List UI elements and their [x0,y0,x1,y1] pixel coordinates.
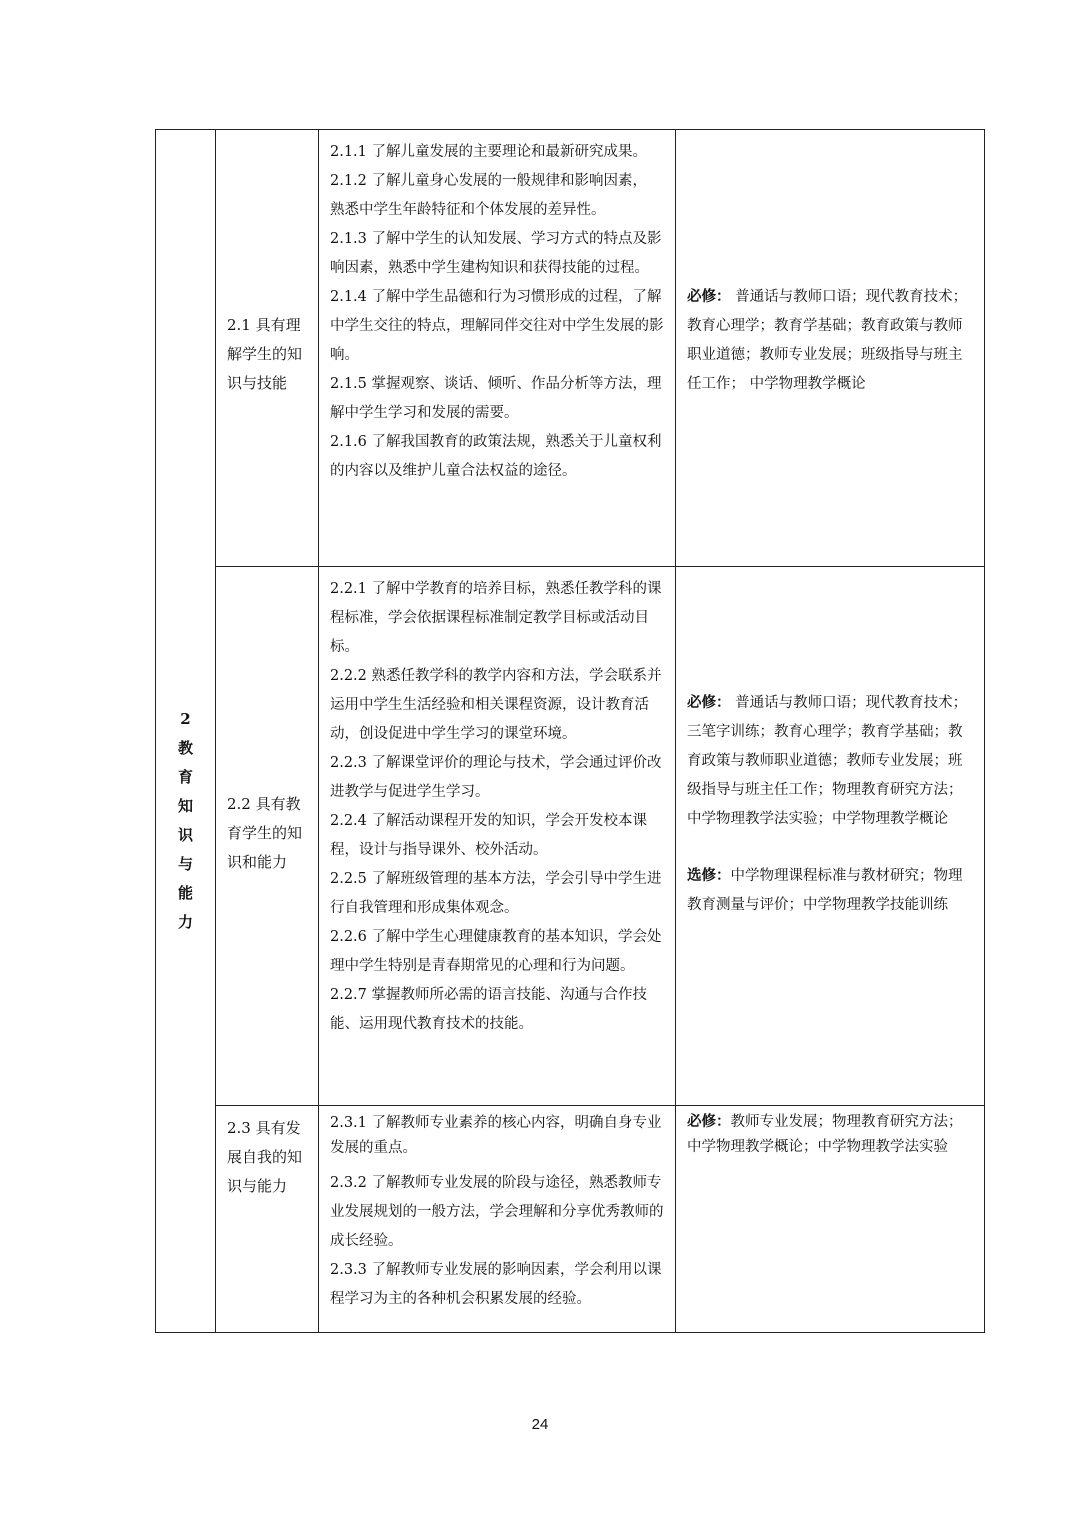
category-char: 教 [177,739,193,757]
subcategory-label: 2.3 具有发展自我的知识与能力 [227,1119,303,1195]
courses-cell [676,130,985,567]
required-course-list: 教师专业发展；物理教育研究方法；中学物理教学概论；中学物理教学法实验 [687,1114,963,1155]
standards-cell [319,130,676,567]
required-courses [687,688,974,834]
category-char: 识 [177,826,193,844]
category-char: 与 [177,855,193,873]
standard-item: 2.1.3 了解中学生的认知发展、学习方式的特点及影响因素，熟悉中学生建构知识和获得技能的过程。 [330,231,662,276]
standard-item: 2.2.1 了解中学教育的培养目标，熟悉任教学科的课程标准，学会依据课程标准制定教学目标或活动目标。 [330,581,662,655]
category-cell [156,130,216,1333]
subcategory-cell [216,567,319,1106]
required-courses [687,282,974,399]
standard-item: 2.3.1 了解教师专业素养的核心内容，明确自身专业发展的重点。 [330,1115,662,1156]
standards-cell [319,567,676,1106]
curriculum-table [155,129,985,1333]
required-label: 必修： [687,694,731,711]
table-row [156,567,985,1106]
standard-item: 2.2.4 了解活动课程开发的知识，学会开发校本课程，设计与指导课外、校外活动。 [330,813,648,858]
standard-item: 2.1.6 了解我国教育的政策法规，熟悉关于儿童权利的内容以及维护儿童合法权益的途径。 [330,434,662,479]
category-char: 育 [177,768,193,786]
subcategory-cell [216,130,319,567]
standard-item: 2.1.4 了解中学生品德和行为习惯形成的过程，了解中学生交往的特点，理解同伴交往对中学生发展的影响。 [330,289,664,363]
elective-label: 选修： [687,867,731,884]
standard-item: 2.2.5 了解班级管理的基本方法，学会引导中学生进行自我管理和形成集体观念。 [330,871,662,916]
standards-cell [319,1106,676,1333]
required-course-list: 普通话与教师口语；现代教育技术；教育心理学；教育学基础；教育政策与教师职业道德；教师专业发展；班级指导与班主任工作； 中学物理教学概论 [687,289,968,392]
standard-item: 2.3.2 了解教师专业发展的阶段与途径，熟悉教师专业发展规划的一般方法，学会理解和分享优秀教师的成长经验。 [330,1175,664,1249]
table-row [156,1106,985,1333]
standard-item: 2.3.3 了解教师专业发展的影响因素，学会利用以课程学习为主的各种机会积累发展的经验。 [330,1262,662,1307]
standard-item: 2.1.5 掌握观察、谈话、倾听、作品分析等方法，理解中学生学习和发展的需要。 [330,376,662,421]
required-course-list: 普通话与教师口语；现代教育技术；三笔字训练；教育心理学；教育学基础；教育政策与教师职业道德；教师专业发展；班级指导与班主任工作；物理教育研究方法；中学物理教学法实验；中学物理教学概论 [687,695,968,827]
category-number: 2 [180,710,191,728]
page-number: 24 [531,1416,549,1433]
standard-item: 2.1.2 了解儿童身心发展的一般规律和影响因素， 熟悉中学生年龄特征和个体发展的差异性。 [330,173,648,218]
standard-item: 2.2.3 了解课堂评价的理论与技术，学会通过评价改进教学与促进学生学习。 [330,755,662,800]
elective-courses [687,861,974,920]
standard-item: 2.2.6 了解中学生心理健康教育的基本知识，学会处理中学生特别是青春期常见的心理和行为问题。 [330,929,662,974]
category-char: 力 [177,913,193,931]
required-label: 必修： [687,1113,731,1130]
elective-course-list: 中学物理课程标准与教材研究；物理教育测量与评价；中学物理教学技能训练 [687,868,963,913]
required-courses [687,1109,974,1160]
subcategory-label: 2.2 具有教育学生的知识和能力 [227,795,303,871]
category-char: 能 [177,884,193,902]
subcategory-label: 2.1 具有理解学生的知识与技能 [227,316,303,392]
courses-cell [676,567,985,1106]
required-label: 必修： [687,288,731,305]
standard-item: 2.2.7 掌握教师所必需的语言技能、沟通与合作技能、运用现代教育技术的技能。 [330,987,648,1032]
courses-cell [676,1106,985,1333]
category-label [156,705,215,937]
category-char: 知 [177,797,193,815]
standard-item: 2.2.2 熟悉任教学科的教学内容和方法，学会联系并运用中学生生活经验和相关课程资源，设计教育活动，创设促进中学生学习的课堂环境。 [330,668,662,742]
subcategory-cell [216,1106,319,1333]
table-row [156,130,985,567]
standard-item: 2.1.1 了解儿童发展的主要理论和最新研究成果。 [330,144,648,160]
